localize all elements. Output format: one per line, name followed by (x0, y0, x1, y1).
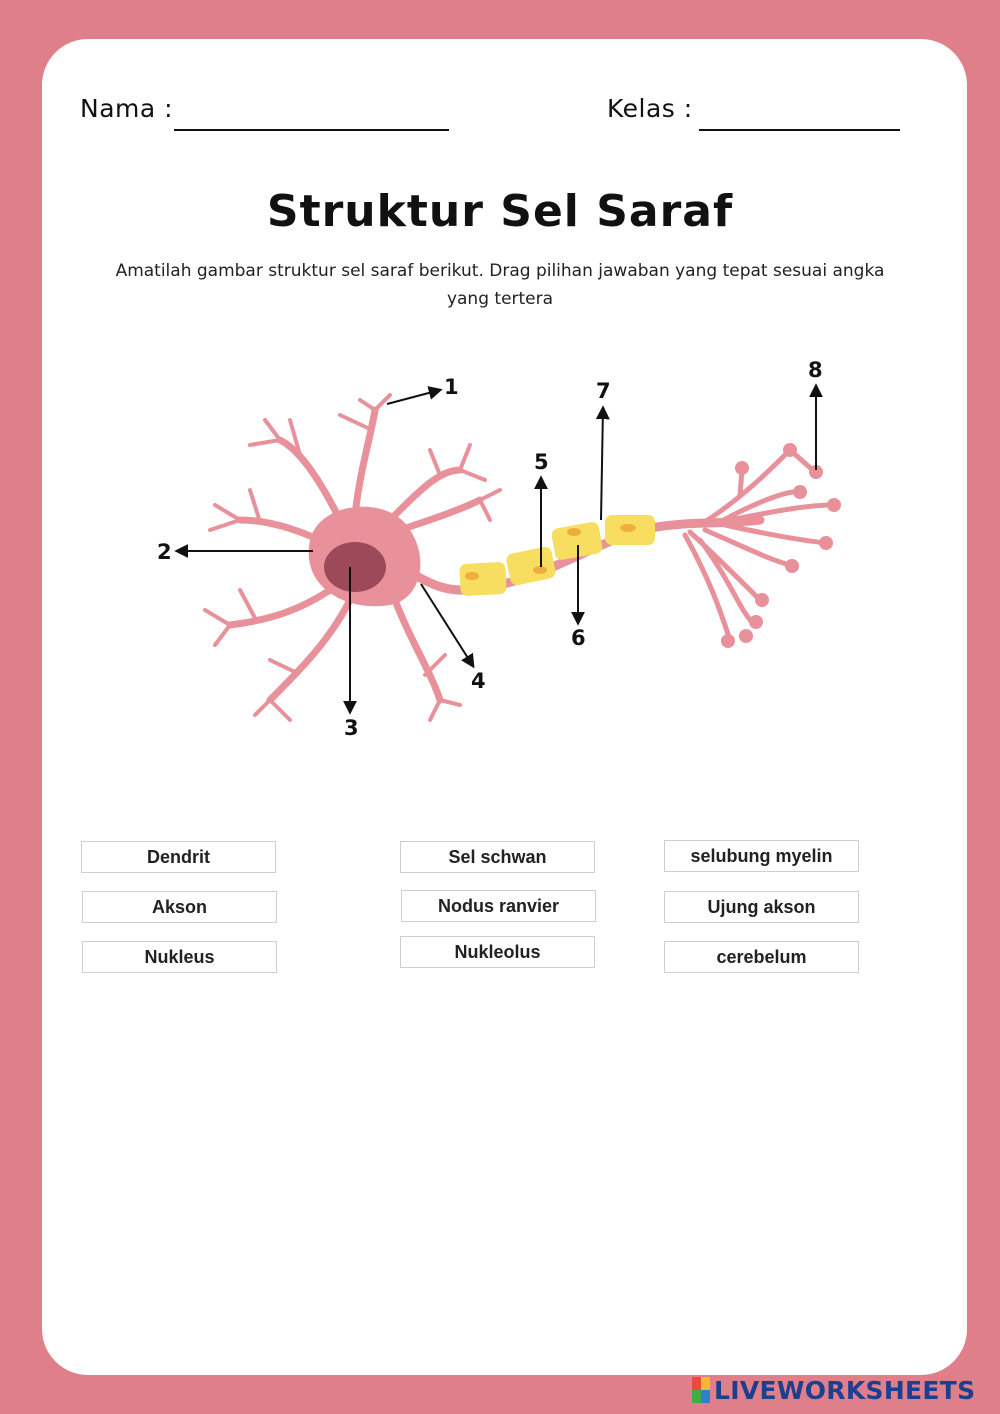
liveworksheets-icon (692, 1377, 710, 1403)
answer-chip-cerebelum[interactable]: cerebelum (664, 941, 859, 973)
answer-chip-dendrit[interactable]: Dendrit (81, 841, 276, 873)
name-input-line[interactable] (174, 129, 449, 131)
label-2: 2 (157, 540, 172, 564)
neuron-diagram (0, 330, 1000, 750)
page-title: Struktur Sel Saraf (266, 186, 734, 237)
label-3: 3 (344, 716, 359, 740)
answer-chip-nodus-ranvier[interactable]: Nodus ranvier (401, 890, 596, 922)
answer-chip-nukleus[interactable]: Nukleus (82, 941, 277, 973)
label-8: 8 (808, 358, 823, 382)
label-4: 4 (471, 669, 486, 693)
instructions-text: Amatilah gambar struktur sel saraf berikut. Drag pilihan jawaban yang tepat sesuai angka yang tertera (115, 261, 885, 309)
label-7: 7 (596, 379, 611, 403)
label-6: 6 (571, 626, 586, 650)
class-input-line[interactable] (699, 129, 900, 131)
label-1: 1 (444, 375, 459, 399)
liveworksheets-logo[interactable] (692, 1374, 975, 1406)
name-label: Nama : (80, 94, 174, 123)
answer-chip-akson[interactable]: Akson (82, 891, 277, 923)
nucleus-shape (324, 542, 386, 592)
answer-chip-selubung-myelin[interactable]: selubung myelin (664, 840, 859, 872)
answer-chip-ujung-akson[interactable]: Ujung akson (664, 891, 859, 923)
answer-chip-nukleolus[interactable]: Nukleolus (400, 936, 595, 968)
class-label: Kelas : (607, 94, 693, 123)
answer-chip-sel-schwan[interactable]: Sel schwan (400, 841, 595, 873)
label-5: 5 (534, 450, 549, 474)
brand-text: LIVEWORKSHEETS (714, 1375, 976, 1405)
